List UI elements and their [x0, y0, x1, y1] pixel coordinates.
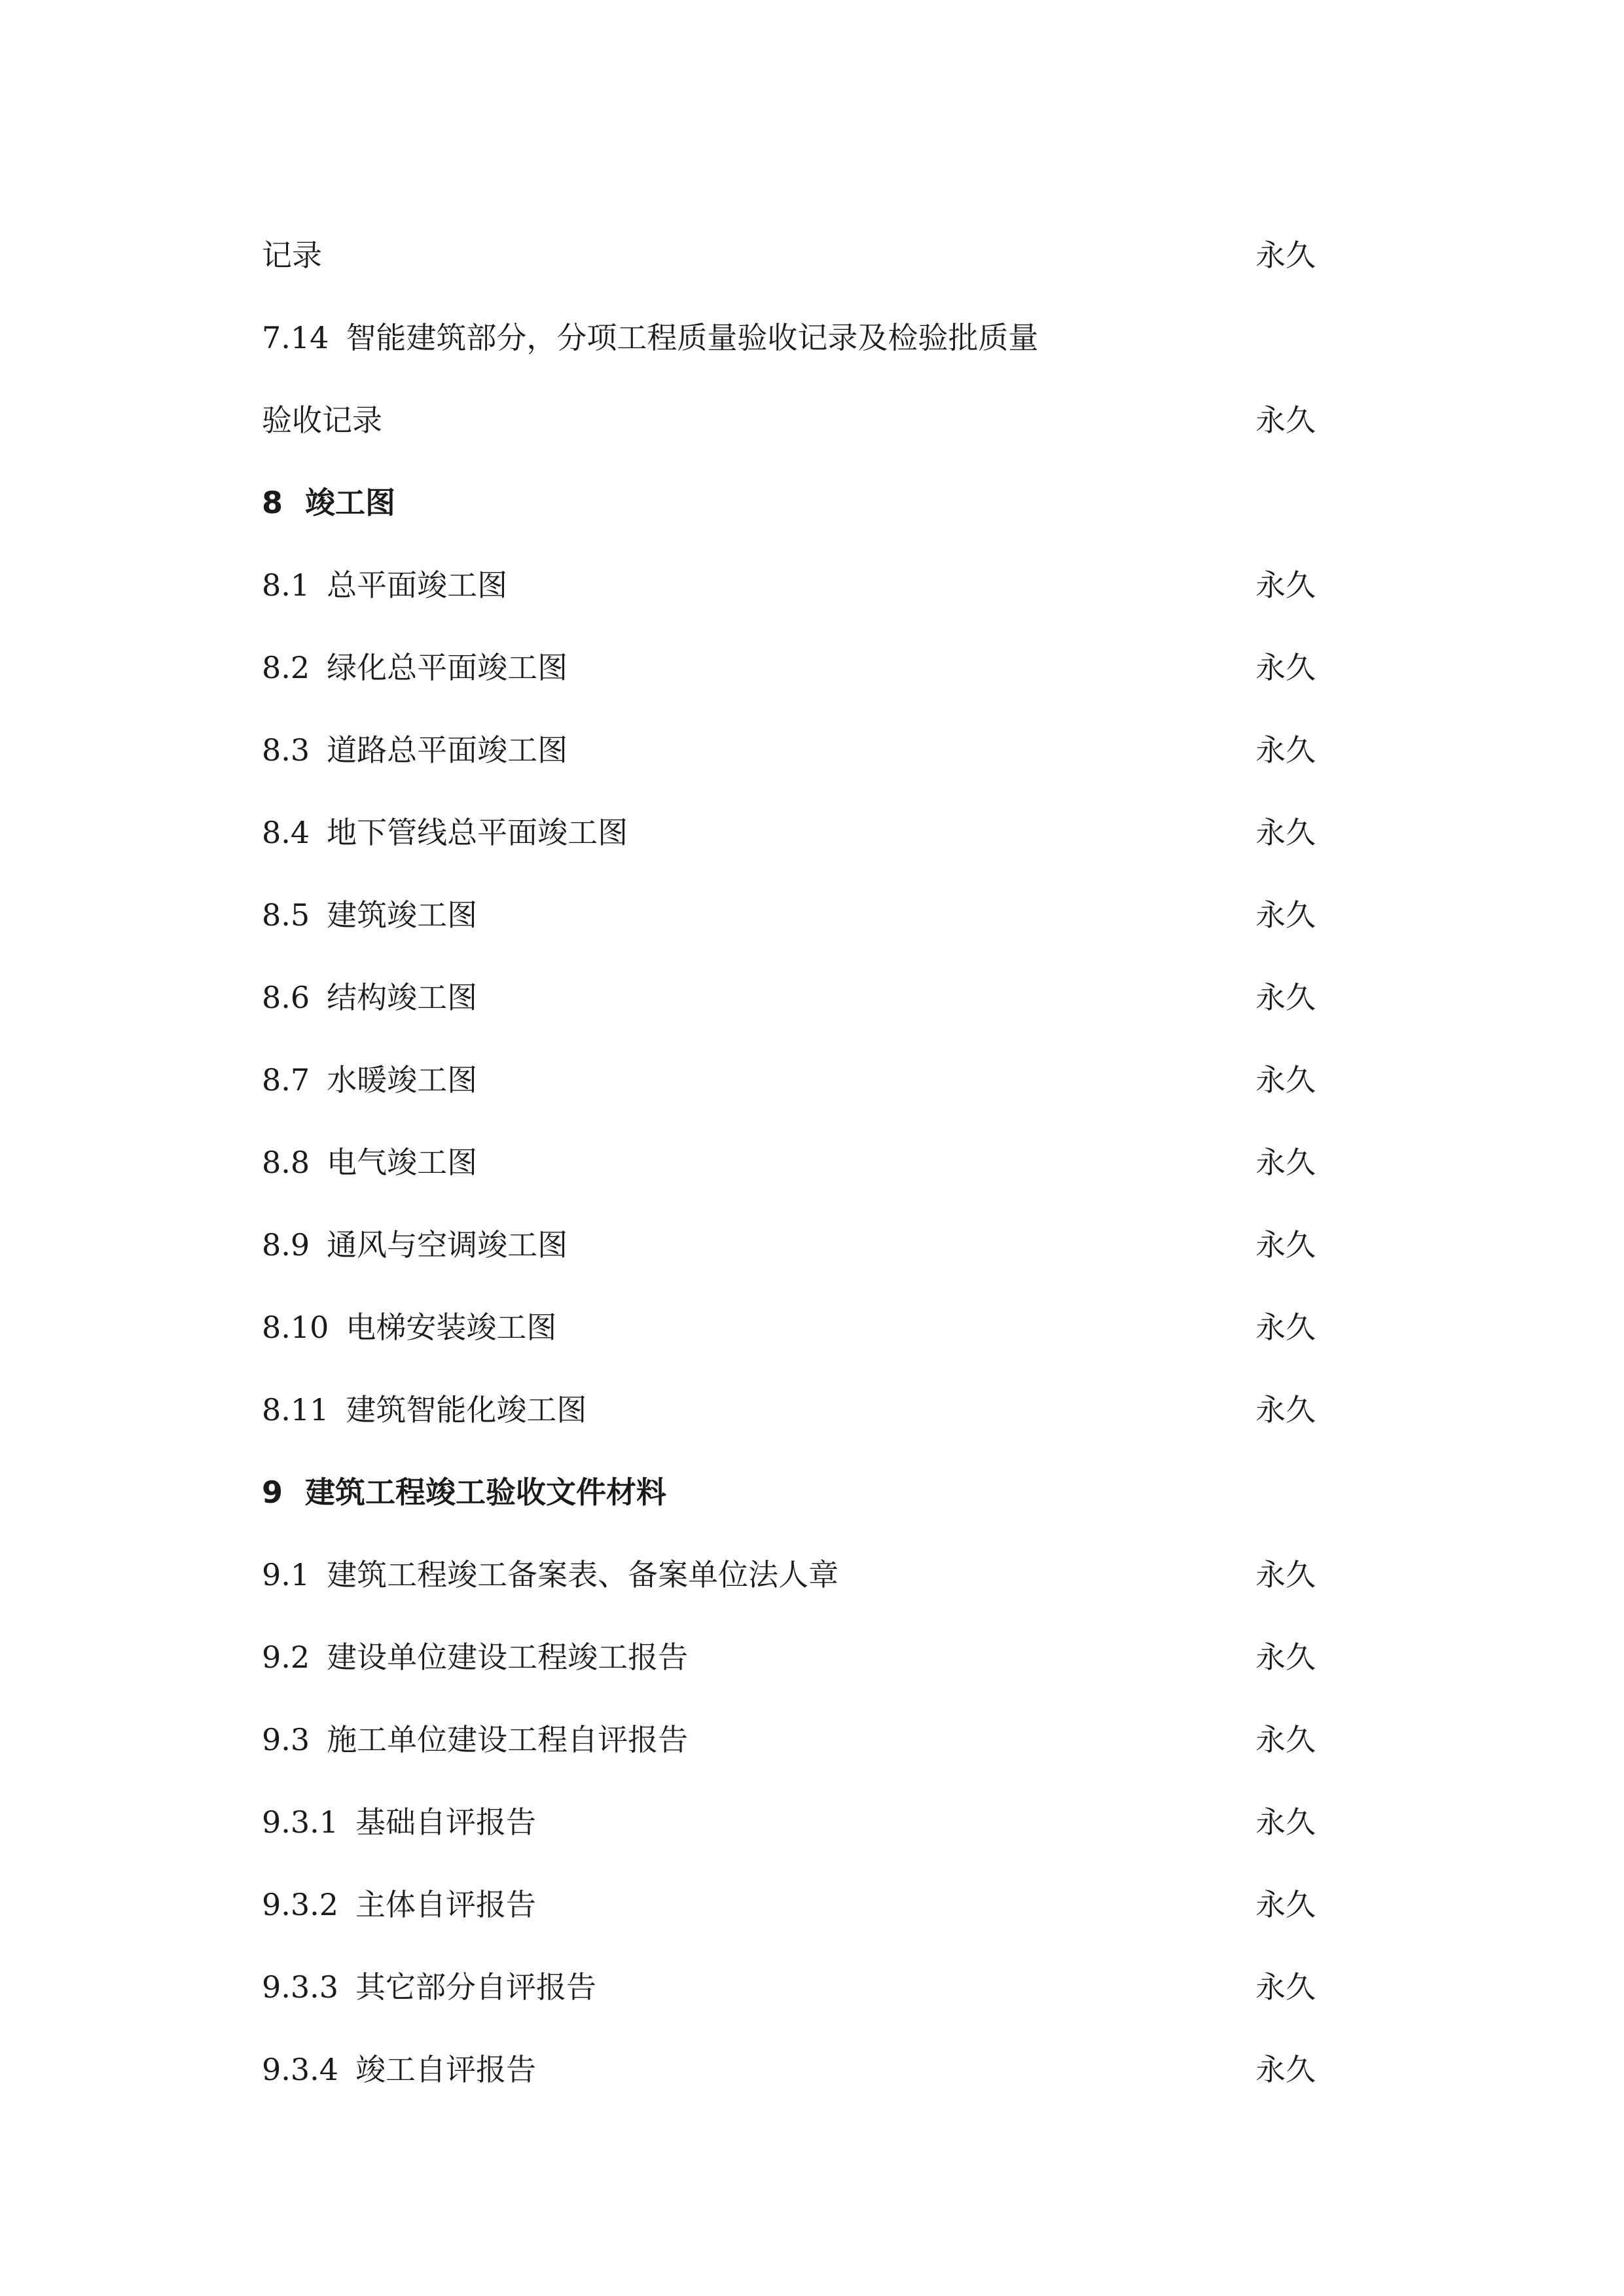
item-number: 8.6 [262, 980, 310, 1015]
item-number: 8.5 [262, 897, 310, 933]
list-item [262, 1301, 1316, 1354]
item-title: 施工单位建设工程自评报告 [327, 1722, 689, 1757]
section-title: 竣工图 [305, 485, 396, 520]
list-item [262, 394, 1316, 446]
list-item [262, 971, 1316, 1024]
retention-period: 永久 [1255, 403, 1316, 438]
section-number: 9 [262, 1475, 283, 1510]
retention-period: 永久 [1255, 1145, 1316, 1180]
retention-period: 永久 [1255, 815, 1316, 850]
retention-period: 永久 [1255, 1887, 1316, 1922]
retention-period: 永久 [1255, 1227, 1316, 1263]
item-title: 总平面竣工图 [327, 567, 508, 603]
item-title: 地下管线总平面竣工图 [327, 815, 628, 850]
list-item [262, 559, 1316, 611]
list-item [262, 1796, 1316, 1848]
list-item [262, 641, 1316, 694]
list-item [262, 1631, 1316, 1683]
list-item [262, 889, 1316, 941]
item-number: 9.3 [262, 1722, 310, 1757]
retention-period: 永久 [1255, 1722, 1316, 1757]
list-item [262, 806, 1316, 859]
retention-period: 永久 [1255, 1392, 1316, 1427]
item-title: 电气竣工图 [327, 1145, 478, 1180]
item-number: 8.4 [262, 815, 310, 850]
item-number: 9.1 [262, 1557, 310, 1592]
item-number: 8.3 [262, 732, 310, 768]
item-number: 9.2 [262, 1640, 310, 1675]
item-title: 电梯安装竣工图 [346, 1310, 557, 1345]
retention-period: 永久 [1255, 567, 1316, 603]
item-title: 竣工自评报告 [355, 2052, 537, 2087]
list-item [262, 1136, 1316, 1189]
item-number: 8.8 [262, 1145, 310, 1180]
retention-period: 永久 [1255, 1804, 1316, 1840]
list-item [262, 229, 1316, 281]
retention-period: 永久 [1255, 1557, 1316, 1592]
item-number: 9.3.2 [262, 1887, 339, 1922]
item-number: 7.14 [262, 320, 329, 355]
item-title: 主体自评报告 [355, 1887, 537, 1922]
list-item [262, 1878, 1316, 1931]
list-item [262, 1713, 1316, 1766]
item-number: 9.3.4 [262, 2052, 339, 2087]
item-title: 验收记录 [262, 403, 382, 438]
retention-period: 永久 [1255, 732, 1316, 768]
item-title: 其它部分自评报告 [355, 1969, 597, 2005]
item-number: 8.7 [262, 1062, 310, 1098]
item-number: 9.3.3 [262, 1969, 339, 2005]
retention-period: 永久 [1255, 238, 1316, 273]
retention-period: 永久 [1255, 1310, 1316, 1345]
retention-period: 永久 [1255, 650, 1316, 685]
item-number: 8.11 [262, 1392, 329, 1427]
item-title: 道路总平面竣工图 [327, 732, 568, 768]
list-item [262, 1054, 1316, 1106]
item-title: 建筑智能化竣工图 [346, 1392, 587, 1427]
list-item [262, 2043, 1316, 2096]
section-heading [262, 1466, 1316, 1518]
item-title: 绿化总平面竣工图 [327, 650, 568, 685]
item-title: 基础自评报告 [355, 1804, 537, 1840]
item-title: 水暖竣工图 [327, 1062, 478, 1098]
item-number: 8.10 [262, 1310, 329, 1345]
section-heading [262, 476, 1316, 529]
item-number: 9.3.1 [262, 1804, 339, 1840]
item-number: 8.2 [262, 650, 310, 685]
item-title: 智能建筑部分，分项工程质量验收记录及检验批质量 [346, 320, 1039, 355]
list-item [262, 1961, 1316, 2013]
section-title: 建筑工程竣工验收文件材料 [305, 1475, 667, 1510]
list-item [262, 1384, 1316, 1436]
item-title: 结构竣工图 [327, 980, 478, 1015]
list-item [262, 724, 1316, 776]
retention-period: 永久 [1255, 1969, 1316, 2005]
retention-period: 永久 [1255, 1640, 1316, 1675]
item-title: 建筑工程竣工备案表、备案单位法人章 [327, 1557, 839, 1592]
list-item [262, 312, 1316, 364]
item-title: 通风与空调竣工图 [327, 1227, 568, 1263]
list-item [262, 1219, 1316, 1271]
item-number: 8.1 [262, 567, 310, 603]
section-number: 8 [262, 485, 283, 520]
item-title: 建设单位建设工程竣工报告 [327, 1640, 689, 1675]
list-item [262, 1549, 1316, 1601]
retention-period: 永久 [1255, 2052, 1316, 2087]
retention-period: 永久 [1255, 897, 1316, 933]
item-title: 记录 [262, 238, 322, 273]
item-title: 建筑竣工图 [327, 897, 478, 933]
retention-period: 永久 [1255, 1062, 1316, 1098]
retention-period: 永久 [1255, 980, 1316, 1015]
item-number: 8.9 [262, 1227, 310, 1263]
